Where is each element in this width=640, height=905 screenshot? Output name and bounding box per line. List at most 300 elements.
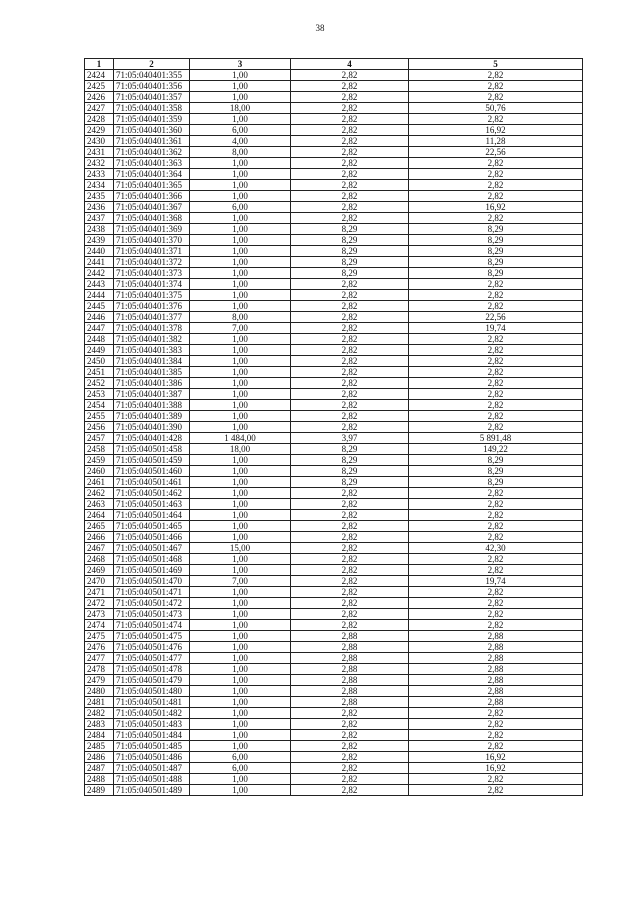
- cadastral-number-cell: 71:05:040501:467: [114, 543, 190, 554]
- row-number-cell: 2447: [85, 323, 114, 334]
- quantity-cell: 1,00: [190, 411, 291, 422]
- row-number-cell: 2476: [85, 642, 114, 653]
- cadastral-number-cell: 71:05:040501:470: [114, 576, 190, 587]
- cadastral-number-cell: 71:05:040501:459: [114, 455, 190, 466]
- amount-cell: 5 891,48: [409, 433, 583, 444]
- quantity-cell: 1,00: [190, 620, 291, 631]
- amount-cell: 22,56: [409, 147, 583, 158]
- quantity-cell: 1,00: [190, 741, 291, 752]
- amount-cell: 2,82: [409, 290, 583, 301]
- row-number-cell: 2441: [85, 257, 114, 268]
- cadastral-number-cell: 71:05:040501:476: [114, 642, 190, 653]
- row-number-cell: 2482: [85, 708, 114, 719]
- amount-cell: 8,29: [409, 268, 583, 279]
- quantity-cell: 1,00: [190, 213, 291, 224]
- quantity-cell: 1,00: [190, 697, 291, 708]
- row-number-cell: 2456: [85, 422, 114, 433]
- row-number-cell: 2450: [85, 356, 114, 367]
- row-number-cell: 2449: [85, 345, 114, 356]
- rate-cell: 8,29: [291, 444, 409, 455]
- row-number-cell: 2474: [85, 620, 114, 631]
- column-header-1: 1: [85, 59, 114, 70]
- rate-cell: 2,82: [291, 158, 409, 169]
- rate-cell: 2,88: [291, 664, 409, 675]
- cadastral-number-cell: 71:05:040401:374: [114, 279, 190, 290]
- row-number-cell: 2435: [85, 191, 114, 202]
- amount-cell: 16,92: [409, 125, 583, 136]
- header-row: [85, 59, 583, 70]
- table-body: [85, 70, 583, 796]
- table-row: [85, 510, 583, 521]
- quantity-cell: 1,00: [190, 774, 291, 785]
- quantity-cell: 1,00: [190, 81, 291, 92]
- cadastral-number-cell: 71:05:040401:388: [114, 400, 190, 411]
- rate-cell: 2,82: [291, 752, 409, 763]
- rate-cell: 2,88: [291, 697, 409, 708]
- row-number-cell: 2444: [85, 290, 114, 301]
- rate-cell: 2,82: [291, 411, 409, 422]
- row-number-cell: 2452: [85, 378, 114, 389]
- rate-cell: 8,29: [291, 477, 409, 488]
- quantity-cell: 1,00: [190, 587, 291, 598]
- row-number-cell: 2425: [85, 81, 114, 92]
- row-number-cell: 2466: [85, 532, 114, 543]
- cadastral-number-cell: 71:05:040401:358: [114, 103, 190, 114]
- rate-cell: 2,82: [291, 543, 409, 554]
- cadastral-number-cell: 71:05:040501:471: [114, 587, 190, 598]
- table-row: [85, 774, 583, 785]
- table-row: [85, 268, 583, 279]
- row-number-cell: 2431: [85, 147, 114, 158]
- table-row: [85, 444, 583, 455]
- cadastral-number-cell: 71:05:040401:387: [114, 389, 190, 400]
- cadastral-number-cell: 71:05:040501:481: [114, 697, 190, 708]
- table-row: [85, 686, 583, 697]
- amount-cell: 2,88: [409, 642, 583, 653]
- rate-cell: 2,82: [291, 191, 409, 202]
- table-row: [85, 158, 583, 169]
- table-row: [85, 114, 583, 125]
- quantity-cell: 1,00: [190, 114, 291, 125]
- table-row: [85, 664, 583, 675]
- row-number-cell: 2440: [85, 246, 114, 257]
- table-row: [85, 763, 583, 774]
- rate-cell: 2,82: [291, 81, 409, 92]
- row-number-cell: 2438: [85, 224, 114, 235]
- quantity-cell: 1,00: [190, 279, 291, 290]
- amount-cell: 8,29: [409, 477, 583, 488]
- quantity-cell: 6,00: [190, 763, 291, 774]
- rate-cell: 2,82: [291, 312, 409, 323]
- quantity-cell: 1,00: [190, 235, 291, 246]
- rate-cell: 2,88: [291, 642, 409, 653]
- table-row: [85, 81, 583, 92]
- cadastral-number-cell: 71:05:040401:378: [114, 323, 190, 334]
- table-row: [85, 455, 583, 466]
- table-row: [85, 554, 583, 565]
- cadastral-number-cell: 71:05:040501:475: [114, 631, 190, 642]
- table-row: [85, 334, 583, 345]
- table-row: [85, 147, 583, 158]
- quantity-cell: 1,00: [190, 169, 291, 180]
- row-number-cell: 2485: [85, 741, 114, 752]
- amount-cell: 2,88: [409, 697, 583, 708]
- quantity-cell: 1,00: [190, 631, 291, 642]
- quantity-cell: 1,00: [190, 554, 291, 565]
- table-row: [85, 356, 583, 367]
- amount-cell: 2,82: [409, 719, 583, 730]
- cadastral-number-cell: 71:05:040501:462: [114, 488, 190, 499]
- rate-cell: 8,29: [291, 466, 409, 477]
- amount-cell: 2,82: [409, 488, 583, 499]
- amount-cell: 2,82: [409, 587, 583, 598]
- rate-cell: 2,82: [291, 356, 409, 367]
- amount-cell: 2,82: [409, 158, 583, 169]
- row-number-cell: 2484: [85, 730, 114, 741]
- cadastral-number-cell: 71:05:040501:465: [114, 521, 190, 532]
- table-row: [85, 70, 583, 81]
- table-row: [85, 708, 583, 719]
- cadastral-number-cell: 71:05:040401:389: [114, 411, 190, 422]
- amount-cell: 2,88: [409, 686, 583, 697]
- row-number-cell: 2442: [85, 268, 114, 279]
- amount-cell: 2,82: [409, 708, 583, 719]
- row-number-cell: 2457: [85, 433, 114, 444]
- table-row: [85, 609, 583, 620]
- amount-cell: 2,82: [409, 730, 583, 741]
- cadastral-number-cell: 71:05:040401:361: [114, 136, 190, 147]
- amount-cell: 2,82: [409, 345, 583, 356]
- quantity-cell: 7,00: [190, 576, 291, 587]
- rate-cell: 2,88: [291, 631, 409, 642]
- quantity-cell: 1,00: [190, 730, 291, 741]
- row-number-cell: 2475: [85, 631, 114, 642]
- rate-cell: 2,82: [291, 708, 409, 719]
- cadastral-number-cell: 71:05:040501:489: [114, 785, 190, 796]
- rate-cell: 2,82: [291, 774, 409, 785]
- amount-cell: 16,92: [409, 752, 583, 763]
- table-row: [85, 279, 583, 290]
- amount-cell: 2,82: [409, 378, 583, 389]
- table-row: [85, 213, 583, 224]
- table-row: [85, 785, 583, 796]
- row-number-cell: 2453: [85, 389, 114, 400]
- quantity-cell: 1,00: [190, 785, 291, 796]
- quantity-cell: 1,00: [190, 521, 291, 532]
- amount-cell: 19,74: [409, 576, 583, 587]
- amount-cell: 2,82: [409, 367, 583, 378]
- quantity-cell: 1,00: [190, 301, 291, 312]
- cadastral-number-cell: 71:05:040401:357: [114, 92, 190, 103]
- table-row: [85, 598, 583, 609]
- table-row: [85, 752, 583, 763]
- rate-cell: 2,82: [291, 301, 409, 312]
- rate-cell: 2,82: [291, 169, 409, 180]
- table-row: [85, 202, 583, 213]
- quantity-cell: 1,00: [190, 664, 291, 675]
- table-row: [85, 543, 583, 554]
- quantity-cell: 1,00: [190, 378, 291, 389]
- row-number-cell: 2443: [85, 279, 114, 290]
- cadastral-number-cell: 71:05:040501:487: [114, 763, 190, 774]
- quantity-cell: 8,00: [190, 147, 291, 158]
- row-number-cell: 2428: [85, 114, 114, 125]
- table-row: [85, 587, 583, 598]
- rate-cell: 2,82: [291, 554, 409, 565]
- cadastral-number-cell: 71:05:040401:386: [114, 378, 190, 389]
- cadastral-number-cell: 71:05:040401:428: [114, 433, 190, 444]
- amount-cell: 2,82: [409, 81, 583, 92]
- quantity-cell: 1,00: [190, 158, 291, 169]
- quantity-cell: 1,00: [190, 499, 291, 510]
- quantity-cell: 1,00: [190, 455, 291, 466]
- rate-cell: 2,82: [291, 389, 409, 400]
- amount-cell: 2,82: [409, 301, 583, 312]
- amount-cell: 16,92: [409, 763, 583, 774]
- rate-cell: 2,88: [291, 686, 409, 697]
- quantity-cell: 1 484,00: [190, 433, 291, 444]
- amount-cell: 2,82: [409, 400, 583, 411]
- amount-cell: 2,82: [409, 389, 583, 400]
- row-number-cell: 2473: [85, 609, 114, 620]
- table-row: [85, 653, 583, 664]
- row-number-cell: 2427: [85, 103, 114, 114]
- table-row: [85, 620, 583, 631]
- cadastral-number-cell: 71:05:040401:367: [114, 202, 190, 213]
- rate-cell: 2,82: [291, 334, 409, 345]
- amount-cell: 19,74: [409, 323, 583, 334]
- quantity-cell: 1,00: [190, 609, 291, 620]
- table-row: [85, 477, 583, 488]
- table-row: [85, 521, 583, 532]
- amount-cell: 2,82: [409, 554, 583, 565]
- cadastral-number-cell: 71:05:040401:383: [114, 345, 190, 356]
- rate-cell: 2,82: [291, 92, 409, 103]
- row-number-cell: 2461: [85, 477, 114, 488]
- quantity-cell: 1,00: [190, 400, 291, 411]
- row-number-cell: 2463: [85, 499, 114, 510]
- quantity-cell: 1,00: [190, 257, 291, 268]
- cadastral-number-cell: 71:05:040401:363: [114, 158, 190, 169]
- cadastral-number-cell: 71:05:040501:469: [114, 565, 190, 576]
- row-number-cell: 2455: [85, 411, 114, 422]
- rate-cell: 3,97: [291, 433, 409, 444]
- rate-cell: 2,82: [291, 620, 409, 631]
- amount-cell: 2,82: [409, 598, 583, 609]
- row-number-cell: 2429: [85, 125, 114, 136]
- amount-cell: 2,82: [409, 356, 583, 367]
- amount-cell: 2,82: [409, 532, 583, 543]
- amount-cell: 2,82: [409, 521, 583, 532]
- quantity-cell: 1,00: [190, 510, 291, 521]
- column-header-5: 5: [409, 59, 583, 70]
- quantity-cell: 1,00: [190, 532, 291, 543]
- quantity-cell: 1,00: [190, 290, 291, 301]
- quantity-cell: 1,00: [190, 334, 291, 345]
- row-number-cell: 2434: [85, 180, 114, 191]
- column-header-2: 2: [114, 59, 190, 70]
- cadastral-number-cell: 71:05:040401:369: [114, 224, 190, 235]
- table-row: [85, 246, 583, 257]
- amount-cell: 2,82: [409, 422, 583, 433]
- cadastral-number-cell: 71:05:040401:390: [114, 422, 190, 433]
- amount-cell: 50,76: [409, 103, 583, 114]
- amount-cell: 8,29: [409, 257, 583, 268]
- rate-cell: 2,82: [291, 510, 409, 521]
- cadastral-number-cell: 71:05:040501:461: [114, 477, 190, 488]
- table-row: [85, 565, 583, 576]
- table-row: [85, 389, 583, 400]
- row-number-cell: 2454: [85, 400, 114, 411]
- cadastral-number-cell: 71:05:040401:376: [114, 301, 190, 312]
- row-number-cell: 2424: [85, 70, 114, 81]
- cadastral-number-cell: 71:05:040501:478: [114, 664, 190, 675]
- rate-cell: 2,82: [291, 532, 409, 543]
- row-number-cell: 2439: [85, 235, 114, 246]
- amount-cell: 8,29: [409, 455, 583, 466]
- row-number-cell: 2426: [85, 92, 114, 103]
- row-number-cell: 2486: [85, 752, 114, 763]
- table-row: [85, 345, 583, 356]
- rate-cell: 2,82: [291, 598, 409, 609]
- amount-cell: 2,82: [409, 785, 583, 796]
- row-number-cell: 2451: [85, 367, 114, 378]
- row-number-cell: 2459: [85, 455, 114, 466]
- row-number-cell: 2437: [85, 213, 114, 224]
- cadastral-number-cell: 71:05:040401:356: [114, 81, 190, 92]
- rate-cell: 2,82: [291, 785, 409, 796]
- table-row: [85, 92, 583, 103]
- page-number: 38: [315, 23, 325, 33]
- cadastral-number-cell: 71:05:040501:474: [114, 620, 190, 631]
- amount-cell: 2,82: [409, 279, 583, 290]
- table-row: [85, 576, 583, 587]
- rate-cell: 2,82: [291, 763, 409, 774]
- amount-cell: 8,29: [409, 246, 583, 257]
- quantity-cell: 1,00: [190, 477, 291, 488]
- quantity-cell: 1,00: [190, 345, 291, 356]
- table-row: [85, 466, 583, 477]
- cadastral-number-cell: 71:05:040501:484: [114, 730, 190, 741]
- cadastral-number-cell: 71:05:040401:384: [114, 356, 190, 367]
- rate-cell: 2,82: [291, 587, 409, 598]
- rate-cell: 2,82: [291, 488, 409, 499]
- rate-cell: 2,82: [291, 422, 409, 433]
- row-number-cell: 2448: [85, 334, 114, 345]
- cadastral-number-cell: 71:05:040401:373: [114, 268, 190, 279]
- quantity-cell: 18,00: [190, 103, 291, 114]
- cadastral-number-cell: 71:05:040401:359: [114, 114, 190, 125]
- row-number-cell: 2465: [85, 521, 114, 532]
- table-row: [85, 488, 583, 499]
- table-row: [85, 422, 583, 433]
- row-number-cell: 2446: [85, 312, 114, 323]
- row-number-cell: 2462: [85, 488, 114, 499]
- rate-cell: 2,82: [291, 400, 409, 411]
- amount-cell: 2,82: [409, 510, 583, 521]
- row-number-cell: 2472: [85, 598, 114, 609]
- table-row: [85, 191, 583, 202]
- amount-cell: 2,82: [409, 609, 583, 620]
- amount-cell: 2,88: [409, 675, 583, 686]
- rate-cell: 8,29: [291, 455, 409, 466]
- quantity-cell: 1,00: [190, 70, 291, 81]
- row-number-cell: 2430: [85, 136, 114, 147]
- quantity-cell: 1,00: [190, 686, 291, 697]
- amount-cell: 2,82: [409, 169, 583, 180]
- quantity-cell: 1,00: [190, 653, 291, 664]
- cadastral-number-cell: 71:05:040501:460: [114, 466, 190, 477]
- table-row: [85, 411, 583, 422]
- row-number-cell: 2489: [85, 785, 114, 796]
- cadastral-number-cell: 71:05:040401:372: [114, 257, 190, 268]
- amount-cell: 2,82: [409, 213, 583, 224]
- row-number-cell: 2479: [85, 675, 114, 686]
- cadastral-number-cell: 71:05:040501:480: [114, 686, 190, 697]
- row-number-cell: 2468: [85, 554, 114, 565]
- amount-cell: 2,88: [409, 653, 583, 664]
- amount-cell: 16,92: [409, 202, 583, 213]
- table-row: [85, 136, 583, 147]
- row-number-cell: 2480: [85, 686, 114, 697]
- amount-cell: 2,82: [409, 92, 583, 103]
- table-row: [85, 730, 583, 741]
- table-row: [85, 103, 583, 114]
- amount-cell: 2,82: [409, 565, 583, 576]
- rate-cell: 2,82: [291, 345, 409, 356]
- quantity-cell: 1,00: [190, 466, 291, 477]
- column-header-4: 4: [291, 59, 409, 70]
- cadastral-number-cell: 71:05:040501:463: [114, 499, 190, 510]
- quantity-cell: 1,00: [190, 598, 291, 609]
- cadastral-number-cell: 71:05:040401:382: [114, 334, 190, 345]
- row-number-cell: 2471: [85, 587, 114, 598]
- rate-cell: 2,82: [291, 147, 409, 158]
- cadastral-number-cell: 71:05:040401:360: [114, 125, 190, 136]
- cadastral-number-cell: 71:05:040501:483: [114, 719, 190, 730]
- cadastral-number-cell: 71:05:040401:366: [114, 191, 190, 202]
- row-number-cell: 2470: [85, 576, 114, 587]
- amount-cell: 8,29: [409, 235, 583, 246]
- rate-cell: 8,29: [291, 257, 409, 268]
- table-row: [85, 323, 583, 334]
- cadastral-number-cell: 71:05:040501:458: [114, 444, 190, 455]
- table-row: [85, 169, 583, 180]
- row-number-cell: 2469: [85, 565, 114, 576]
- cadastral-number-cell: 71:05:040401:385: [114, 367, 190, 378]
- table-row: [85, 741, 583, 752]
- table-row: [85, 532, 583, 543]
- amount-cell: 149,22: [409, 444, 583, 455]
- table-row: [85, 499, 583, 510]
- cadastral-number-cell: 71:05:040501:482: [114, 708, 190, 719]
- rate-cell: 2,82: [291, 290, 409, 301]
- cadastral-number-cell: 71:05:040401:370: [114, 235, 190, 246]
- rate-cell: 2,82: [291, 730, 409, 741]
- quantity-cell: 1,00: [190, 422, 291, 433]
- row-number-cell: 2433: [85, 169, 114, 180]
- rate-cell: 2,82: [291, 609, 409, 620]
- quantity-cell: 1,00: [190, 191, 291, 202]
- rate-cell: 2,82: [291, 103, 409, 114]
- rate-cell: 2,82: [291, 367, 409, 378]
- table-row: [85, 125, 583, 136]
- quantity-cell: 1,00: [190, 675, 291, 686]
- cadastral-number-cell: 71:05:040401:368: [114, 213, 190, 224]
- cadastral-number-cell: 71:05:040401:371: [114, 246, 190, 257]
- cadastral-number-cell: 71:05:040401:377: [114, 312, 190, 323]
- row-number-cell: 2478: [85, 664, 114, 675]
